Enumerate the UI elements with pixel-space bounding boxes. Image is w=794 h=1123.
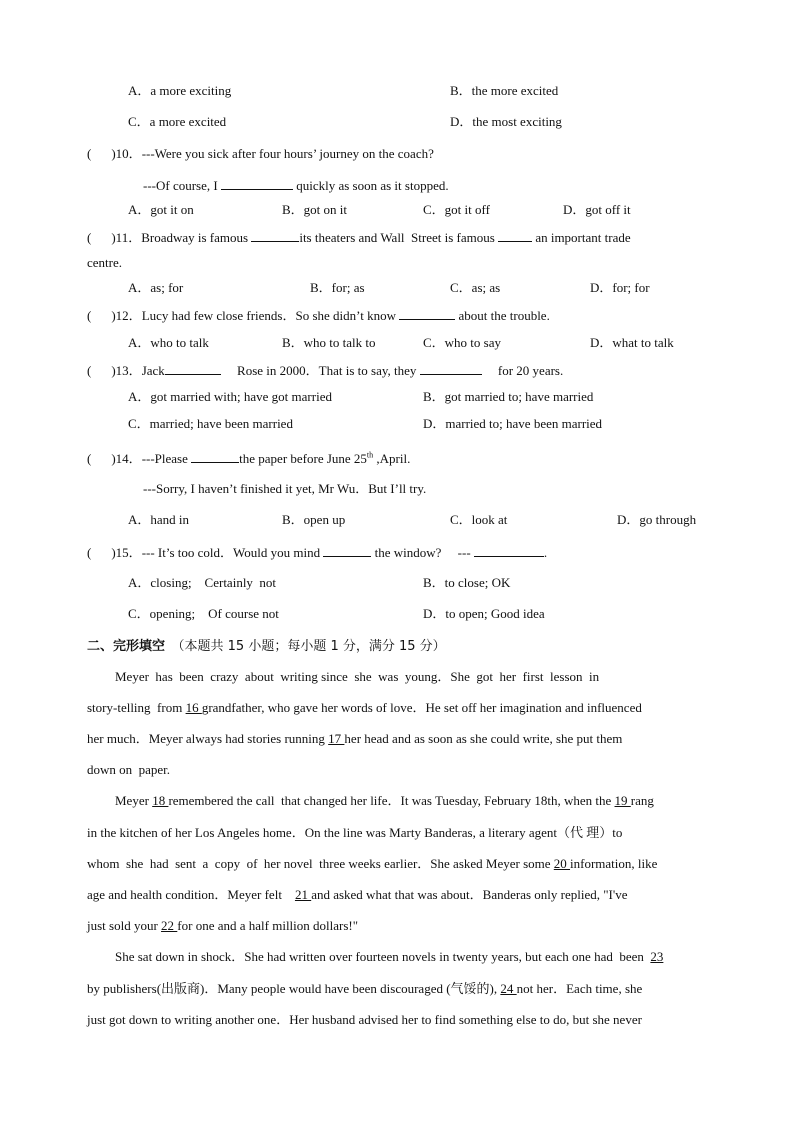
blank[interactable] <box>399 307 455 320</box>
q12-option-d: D．what to talk <box>590 335 674 350</box>
superscript: th <box>366 450 374 460</box>
blank[interactable] <box>420 362 482 375</box>
question-text: Lucy had few close friends．So she didn’t know <box>141 308 396 323</box>
question-text: Jack <box>141 363 165 378</box>
blank-24[interactable]: 24 <box>500 981 517 996</box>
passage-text: her head and as soon as she could write, she put them <box>344 731 623 746</box>
passage-text: information, like <box>570 856 658 871</box>
blank[interactable] <box>221 177 293 190</box>
passage-line: in the kitchen of her Los Angeles home．On the line was Marty Banderas, a literary agent（代 理）to <box>87 825 623 840</box>
q15-option-c: C．opening; Of course not <box>128 606 279 621</box>
answer-paren-open: ( <box>87 451 92 466</box>
q12-stem <box>87 307 550 324</box>
q14-option-a: A．hand in <box>128 512 190 527</box>
question-text: an important trade <box>535 230 631 245</box>
question-text: about the trouble. <box>458 308 550 323</box>
passage-text: grandfather, who gave her words of love．He set off her imagination and influenced <box>201 700 642 715</box>
passage-line: down on paper. <box>87 762 171 777</box>
question-text: Broadway is famous <box>141 230 249 245</box>
passage-text: for one and a half million dollars!" <box>177 918 359 933</box>
q15-option-b: B．to close; OK <box>423 575 511 590</box>
q13-option-d: D．married to; have been married <box>423 416 603 431</box>
passage-line <box>87 700 642 716</box>
passage-text: and asked what that was about．Banderas only replied, "I've <box>311 887 628 902</box>
passage-text: her much．Meyer always had stories running <box>87 731 329 746</box>
passage-text: She sat down in shock．She had written over fourteen novels in twenty years, but each one had been <box>115 949 651 964</box>
q15-option-d: D．to open; Good idea <box>423 606 545 621</box>
passage-line <box>87 918 358 934</box>
q13-option-a: A．got married with; have got married <box>128 389 332 404</box>
passage-text: not her．Each time, she <box>516 981 643 996</box>
blank-23[interactable]: 23 <box>650 949 664 964</box>
answer-paren-open: ( <box>87 230 92 245</box>
passage-text: remembered the call that changed her life．It was Tuesday, February 18th, when the <box>168 793 615 808</box>
blank[interactable] <box>474 544 544 557</box>
answer-paren-open: ( <box>87 146 92 161</box>
q9-option-d: D．the most exciting <box>450 114 562 129</box>
q12-option-c: C．who to say <box>423 335 502 350</box>
passage-text: rang <box>630 793 654 808</box>
q10-stem <box>87 146 434 162</box>
passage-text: by publishers(出版商)．Many people would have been discouraged (气馁的), <box>87 981 501 996</box>
blank-17[interactable]: 17 <box>328 731 345 746</box>
question-number: )14． <box>111 451 142 466</box>
q15-option-a: A．closing; Certainly not <box>128 575 277 590</box>
blank-19[interactable]: 19 <box>614 793 631 808</box>
q14-answer-line: ---Sorry, I haven’t finished it yet, Mr Wu．But I’ll try. <box>143 481 427 496</box>
answer-text: quickly as soon as it stopped. <box>296 178 449 193</box>
passage-text: age and health condition．Meyer felt <box>87 887 295 902</box>
q14-stem <box>87 450 410 467</box>
question-number: )15． <box>111 545 142 560</box>
q10-answer-line <box>143 177 449 194</box>
q9-option-b: B．the more excited <box>450 83 559 98</box>
q9-option-a: A．a more exciting <box>128 83 232 98</box>
question-text: for 20 years. <box>497 363 564 378</box>
answer-text: ---Of course, I <box>143 178 218 193</box>
blank[interactable] <box>191 450 239 463</box>
section-heading <box>87 638 446 655</box>
q12-option-b: B．who to talk to <box>282 335 376 350</box>
answer-paren-open: ( <box>87 545 92 560</box>
passage-line: just got down to writing another one．Her husband advised her to find something else to do, but she never <box>87 1012 642 1027</box>
q10-option-a: A．got it on <box>128 202 194 217</box>
question-number: )11． <box>111 230 142 245</box>
q9-option-c: C．a more excited <box>128 114 227 129</box>
passage-line <box>87 856 657 872</box>
q11-option-b: B．for; as <box>310 280 365 295</box>
section-note: （本题共 15 小题；每小题 1 分，满分 15 分） <box>171 639 446 654</box>
question-number: )12． <box>111 308 142 323</box>
q15-stem <box>87 544 547 561</box>
blank-18[interactable]: 18 <box>152 793 169 808</box>
question-number: )13． <box>111 363 142 378</box>
passage-text: story-telling from <box>87 700 186 715</box>
q14-option-c: C．look at <box>450 512 508 527</box>
q10-option-b: B．got on it <box>282 202 348 217</box>
section-title: 二、完形填空 <box>87 639 166 654</box>
question-text: ,April. <box>373 451 411 466</box>
question-text: . <box>543 545 548 560</box>
q13-option-c: C．married; have been married <box>128 416 293 431</box>
passage-text: Meyer <box>115 793 153 808</box>
blank[interactable] <box>498 229 532 242</box>
blank-22[interactable]: 22 <box>161 918 178 933</box>
q11-option-a: A．as; for <box>128 280 184 295</box>
question-text: --- <box>457 545 471 560</box>
q10-option-d: D．got off it <box>563 202 631 217</box>
blank[interactable] <box>251 229 299 242</box>
q11-stem <box>87 229 631 246</box>
blank-16[interactable]: 16 <box>185 700 202 715</box>
question-text: --- It’s too cold．Would you mind <box>141 545 321 560</box>
question-text: ---Please <box>141 451 188 466</box>
passage-line <box>87 887 628 903</box>
q11-continuation: centre. <box>87 255 123 270</box>
passage-text: just sold your <box>87 918 162 933</box>
q14-option-d: D．go through <box>617 512 697 527</box>
question-text: its theaters and Wall Street is famous <box>299 230 495 245</box>
q12-option-a: A．who to talk <box>128 335 209 350</box>
q11-option-d: D．for; for <box>590 280 650 295</box>
question-text: Rose in 2000．That is to say, they <box>237 363 417 378</box>
passage-line <box>115 793 654 809</box>
q13-stem <box>87 362 563 379</box>
passage-line <box>87 731 622 747</box>
blank[interactable] <box>165 362 221 375</box>
answer-paren-open: ( <box>87 308 92 323</box>
question-text: the paper before June 25 <box>239 451 367 466</box>
passage-text: whom she had sent a copy of her novel three weeks earlier．She asked Meyer some <box>87 856 554 871</box>
blank[interactable] <box>323 544 371 557</box>
question-text: ---Were you sick after four hours’ journey on the coach? <box>141 146 434 161</box>
question-text: the window? <box>374 545 442 560</box>
passage-line <box>115 949 663 965</box>
q14-option-b: B．open up <box>282 512 346 527</box>
answer-paren-open: ( <box>87 363 92 378</box>
blank-20[interactable]: 20 <box>553 856 571 871</box>
q11-option-c: C．as; as <box>450 280 501 295</box>
passage-line <box>87 981 642 997</box>
blank-21[interactable]: 21 <box>294 887 312 902</box>
q13-option-b: B．got married to; have married <box>423 389 594 404</box>
question-number: )10． <box>111 146 142 161</box>
q10-option-c: C．got it off <box>423 202 490 217</box>
passage-line: Meyer has been crazy about writing since she was young．She got her first lesson in <box>115 669 600 684</box>
